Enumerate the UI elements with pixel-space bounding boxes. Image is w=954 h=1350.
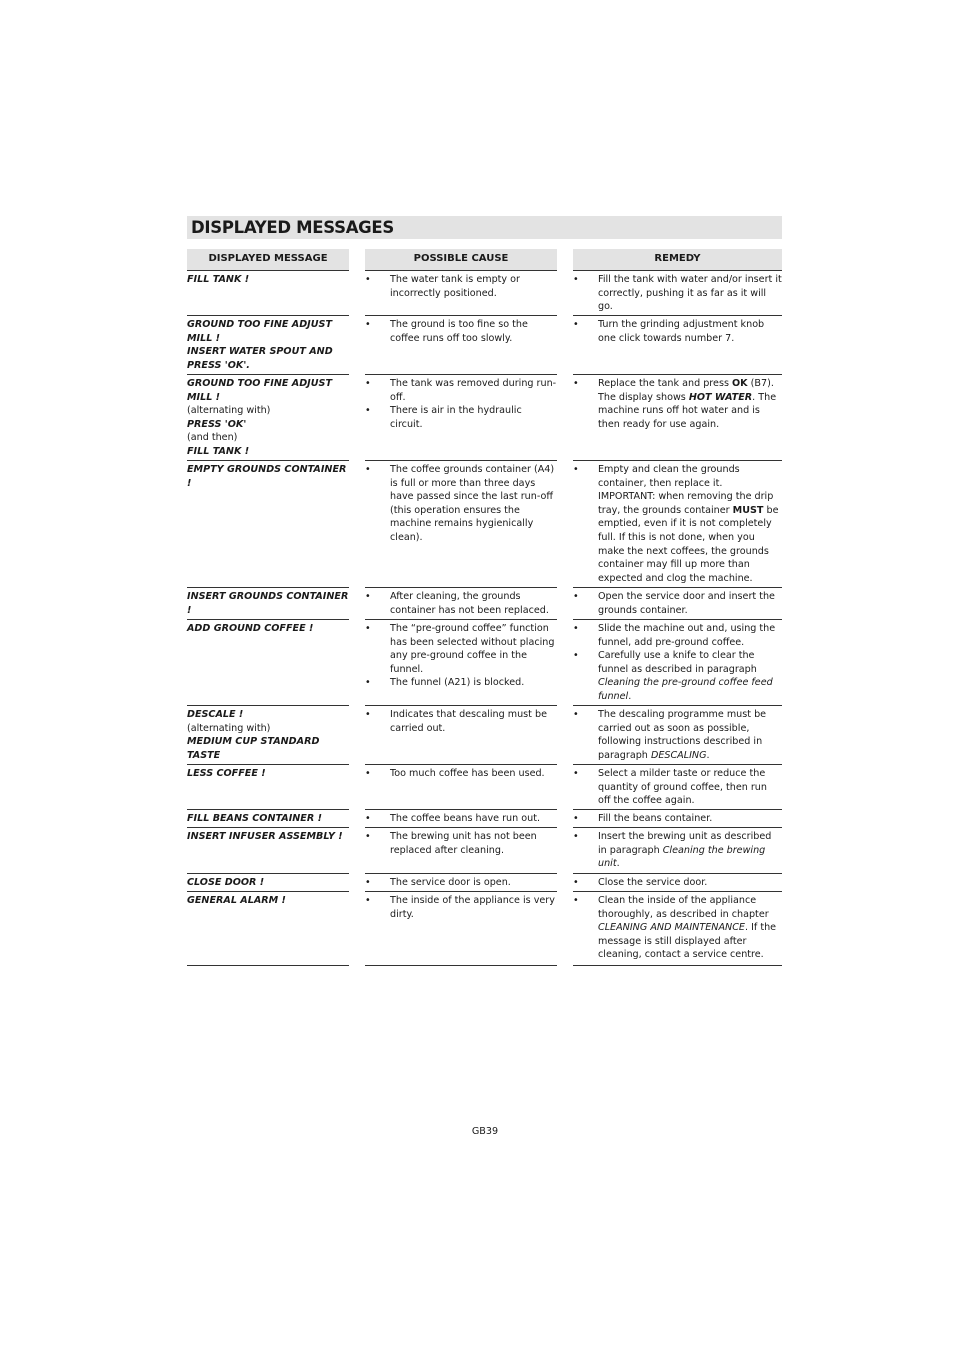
bullet-icon: • [365, 895, 371, 906]
section-title-bar [187, 216, 782, 239]
text-run: The funnel (A21) is blocked. [390, 677, 525, 689]
cause-cell [365, 765, 557, 810]
remedy-cell [573, 461, 782, 588]
text-run: The inside of the appliance is very dirty. [390, 895, 555, 920]
cause-text [390, 768, 545, 779]
cause-text [390, 877, 511, 888]
cause-list [365, 590, 557, 617]
cause-item [365, 876, 557, 890]
text-run: Cleaning the brewing unit [598, 844, 766, 870]
text-run: . If the message is still displayed after cleaning, contact a service centre. [598, 922, 777, 961]
message-cell [187, 620, 349, 706]
display-message-text: INSERT GROUNDS CONTAINER ! [187, 591, 349, 616]
text-run: Too much coffee has been used. [390, 768, 545, 779]
cause-item [365, 318, 557, 345]
remedy-cell [573, 810, 782, 828]
cause-text [390, 405, 522, 430]
cause-list [365, 463, 557, 545]
remedy-item [573, 708, 782, 762]
remedy-item [573, 876, 782, 890]
remedy-item [573, 767, 782, 808]
remedy-list [573, 830, 782, 871]
remedy-list [573, 622, 782, 704]
cause-item [365, 404, 557, 431]
remedy-list [573, 590, 782, 617]
message-cell [187, 461, 349, 588]
bullet-icon: • [573, 895, 579, 906]
remedy-item [573, 812, 782, 826]
bullet-icon: • [365, 768, 371, 779]
remedy-text [598, 813, 712, 824]
text-run: Clean the inside of the appliance thoroughly, as described in chapter [598, 895, 769, 920]
text-run: . The machine runs off hot water and is then ready for use again. [598, 391, 777, 430]
remedy-text [598, 831, 771, 869]
bullet-icon: • [573, 464, 579, 475]
remedy-cell [573, 765, 782, 810]
remedy-cell [573, 828, 782, 874]
cause-cell [365, 461, 557, 588]
page-number: GB39 [471, 1126, 499, 1137]
remedy-item [573, 463, 782, 585]
cause-text [390, 623, 554, 675]
text-run: OK [732, 378, 748, 389]
cause-list [365, 812, 557, 826]
text-run: Cleaning the pre-ground coffee feed funnel [598, 677, 773, 702]
display-message-text: GROUND TOO FINE ADJUST MILL ! [187, 378, 332, 403]
message-note: (alternating with) [187, 405, 271, 417]
bullet-icon: • [573, 709, 579, 720]
message-cell [187, 706, 349, 765]
text-run: Close the service door. [598, 877, 708, 888]
remedy-list [573, 708, 782, 762]
text-run: Carefully use a knife to clear the funnel as described in paragraph [598, 650, 757, 675]
bullet-icon: • [365, 464, 371, 475]
remedy-text [598, 709, 766, 761]
remedy-cell [573, 588, 782, 620]
cause-list [365, 708, 557, 735]
bullet-icon: • [365, 378, 371, 389]
column-header-remedy: REMEDY [573, 249, 782, 271]
page-title: DISPLAYED MESSAGES [191, 218, 394, 237]
display-message-text: FILL BEANS CONTAINER ! [187, 813, 322, 824]
cause-text [390, 378, 556, 403]
remedy-text [598, 895, 776, 960]
remedy-text [598, 274, 782, 312]
message-cell [187, 810, 349, 828]
cause-item [365, 812, 557, 826]
bullet-icon: • [365, 623, 371, 634]
text-run: be emptied, even if it is not completely full. If this is not done, when you make the next coffees, the grounds container may fill up more than expected and clog the machine. [598, 504, 779, 584]
message-cell [187, 874, 349, 892]
remedy-list [573, 767, 782, 808]
remedy-cell [573, 874, 782, 892]
text-run: The brewing unit has not been replaced after cleaning. [390, 831, 537, 856]
bullet-icon: • [573, 591, 579, 602]
text-run: The ground is too fine so the coffee runs off too slowly. [390, 319, 528, 344]
display-message-text: PRESS 'OK' [187, 418, 247, 430]
cause-item [365, 377, 557, 404]
cause-list [365, 318, 557, 345]
cause-cell [365, 706, 557, 765]
remedy-list [573, 463, 782, 585]
remedy-item [573, 318, 782, 345]
text-run: Indicates that descaling must be carried out. [390, 709, 547, 734]
display-message-text: GROUND TOO FINE ADJUST MILL ! [187, 319, 332, 344]
cause-item [365, 676, 557, 690]
bullet-icon: • [573, 877, 579, 888]
message-note: (and then) [187, 432, 238, 444]
bullet-icon: • [365, 813, 371, 824]
remedy-list [573, 894, 782, 962]
remedy-list [573, 876, 782, 890]
text-run: Select a milder taste or reduce the quantity of ground coffee, then run off the coffee again. [598, 768, 767, 807]
bullet-icon: • [573, 274, 579, 285]
text-run: There is air in the hydraulic circuit. [390, 405, 522, 430]
cause-text [390, 709, 547, 734]
display-message-text: DESCALE ! [187, 709, 244, 720]
text-run: (B7). The display shows [598, 378, 774, 403]
text-run: Replace the tank and press [598, 378, 732, 389]
remedy-text [598, 650, 773, 702]
remedy-cell [573, 706, 782, 765]
remedy-list [573, 377, 782, 431]
display-message-text: CLOSE DOOR ! [187, 877, 265, 888]
cause-list [365, 273, 557, 300]
bullet-icon: • [365, 405, 371, 417]
text-run: . [616, 858, 620, 870]
text-run: Insert the brewing unit as described in paragraph [598, 831, 772, 856]
remedy-text [598, 768, 767, 806]
cause-item [365, 830, 557, 857]
text-run: Fill the beans container. [598, 813, 713, 824]
cause-cell [365, 375, 557, 461]
text-run: HOT WATER [688, 391, 753, 403]
remedy-list [573, 812, 782, 826]
remedy-item [573, 273, 782, 314]
message-cell [187, 828, 349, 874]
cause-list [365, 876, 557, 890]
display-message-text: EMPTY GROUNDS CONTAINER ! [187, 464, 347, 489]
text-run: CLEANING AND MAINTENANCE [598, 922, 745, 934]
cause-item [365, 273, 557, 300]
remedy-cell [573, 316, 782, 375]
cause-item [365, 622, 557, 676]
remedy-list [573, 318, 782, 345]
text-run: The coffee beans have run out. [390, 813, 541, 824]
bullet-icon: • [365, 709, 371, 720]
bullet-icon: • [365, 831, 371, 842]
text-run: After cleaning, the grounds container has not been replaced. [390, 591, 549, 616]
remedy-cell [573, 892, 782, 966]
message-note: (alternating with) [187, 722, 271, 734]
remedy-text [598, 623, 775, 648]
cause-list [365, 894, 557, 921]
text-run: Empty and clean the grounds container, then replace it. IMPORTANT: when removing the drip tray, the grounds container [598, 464, 774, 516]
text-run: Turn the grinding adjustment knob one click towards number 7. [598, 319, 765, 344]
message-cell [187, 375, 349, 461]
display-message-text: FILL TANK ! [187, 445, 250, 457]
cause-text [390, 274, 520, 299]
bullet-icon: • [573, 650, 579, 662]
text-run: The water tank is empty or incorrectly positioned. [390, 274, 520, 299]
cause-text [390, 464, 554, 543]
remedy-item [573, 894, 782, 962]
cause-item [365, 708, 557, 735]
text-run: The descaling programme must be carried out as soon as possible, following instructions described in paragraph [598, 709, 767, 761]
bullet-icon: • [365, 677, 371, 689]
cause-text [390, 591, 549, 616]
remedy-text [598, 591, 775, 616]
column-header-cause: POSSIBLE CAUSE [365, 249, 557, 271]
cause-cell [365, 588, 557, 620]
bullet-icon: • [573, 768, 579, 779]
display-message-text: INSERT WATER SPOUT AND PRESS 'OK'. [187, 346, 333, 371]
text-run: Slide the machine out and, using the funnel, add pre-ground coffee. [598, 623, 776, 648]
remedy-cell [573, 375, 782, 461]
message-cell [187, 588, 349, 620]
cause-text [390, 895, 555, 920]
display-message-text: FILL TANK ! [187, 274, 250, 285]
cause-cell [365, 316, 557, 375]
text-run: . [706, 749, 710, 761]
cause-item [365, 767, 557, 781]
remedy-text [598, 464, 779, 584]
bullet-icon: • [573, 378, 579, 389]
cause-item [365, 590, 557, 617]
display-message-text: GENERAL ALARM ! [187, 895, 286, 906]
cause-text [390, 319, 528, 344]
cause-cell [365, 271, 557, 316]
remedy-text [598, 877, 707, 888]
remedy-item [573, 622, 782, 649]
bullet-icon: • [573, 319, 579, 330]
bullet-icon: • [365, 877, 371, 888]
bullet-icon: • [365, 274, 371, 285]
message-cell [187, 271, 349, 316]
bullet-icon: • [573, 623, 579, 634]
cause-cell [365, 620, 557, 706]
bullet-icon: • [573, 831, 579, 842]
remedy-item [573, 830, 782, 871]
cause-list [365, 830, 557, 857]
text-run: DESCALING [650, 749, 707, 761]
remedy-text [598, 319, 764, 344]
cause-cell [365, 892, 557, 966]
text-run: . [628, 690, 632, 702]
cause-list [365, 622, 557, 690]
cause-list [365, 767, 557, 781]
message-cell [187, 892, 349, 966]
display-message-text: LESS COFFEE ! [187, 768, 266, 779]
bullet-icon: • [365, 319, 371, 330]
message-cell [187, 765, 349, 810]
remedy-cell [573, 271, 782, 316]
remedy-item [573, 649, 782, 703]
cause-list [365, 377, 557, 431]
text-run: The service door is open. [390, 877, 511, 888]
text-run: The “pre-ground coffee” function has been selected without placing any pre-ground coffee in the funnel. [390, 623, 555, 675]
cause-cell [365, 810, 557, 828]
display-message-text: INSERT INFUSER ASSEMBLY ! [187, 831, 343, 842]
column-header-message: DISPLAYED MESSAGE [187, 249, 349, 271]
message-cell [187, 316, 349, 375]
cause-item [365, 463, 557, 545]
remedy-list [573, 273, 782, 314]
remedy-item [573, 590, 782, 617]
remedy-cell [573, 620, 782, 706]
cause-cell [365, 874, 557, 892]
bullet-icon: • [365, 591, 371, 602]
cause-text [390, 813, 540, 824]
text-run: Open the service door and insert the grounds container. [598, 591, 775, 616]
bullet-icon: • [573, 813, 579, 824]
cause-text [390, 831, 537, 856]
text-run: Fill the tank with water and/or insert it correctly, pushing it as far as it will go. [598, 274, 782, 313]
remedy-item [573, 377, 782, 431]
display-message-text: MEDIUM CUP STANDARD TASTE [187, 736, 320, 761]
display-message-text: ADD GROUND COFFEE ! [187, 623, 314, 634]
cause-item [365, 894, 557, 921]
cause-cell [365, 828, 557, 874]
remedy-text [598, 378, 776, 430]
cause-text [390, 677, 524, 688]
text-run: The tank was removed during run-off. [390, 378, 557, 403]
text-run: MUST [732, 504, 764, 516]
text-run: The coffee grounds container (A4) is full or more than three days have passed since the last run-off (this operation ensures the machine remains hygienically clean). [390, 464, 555, 543]
